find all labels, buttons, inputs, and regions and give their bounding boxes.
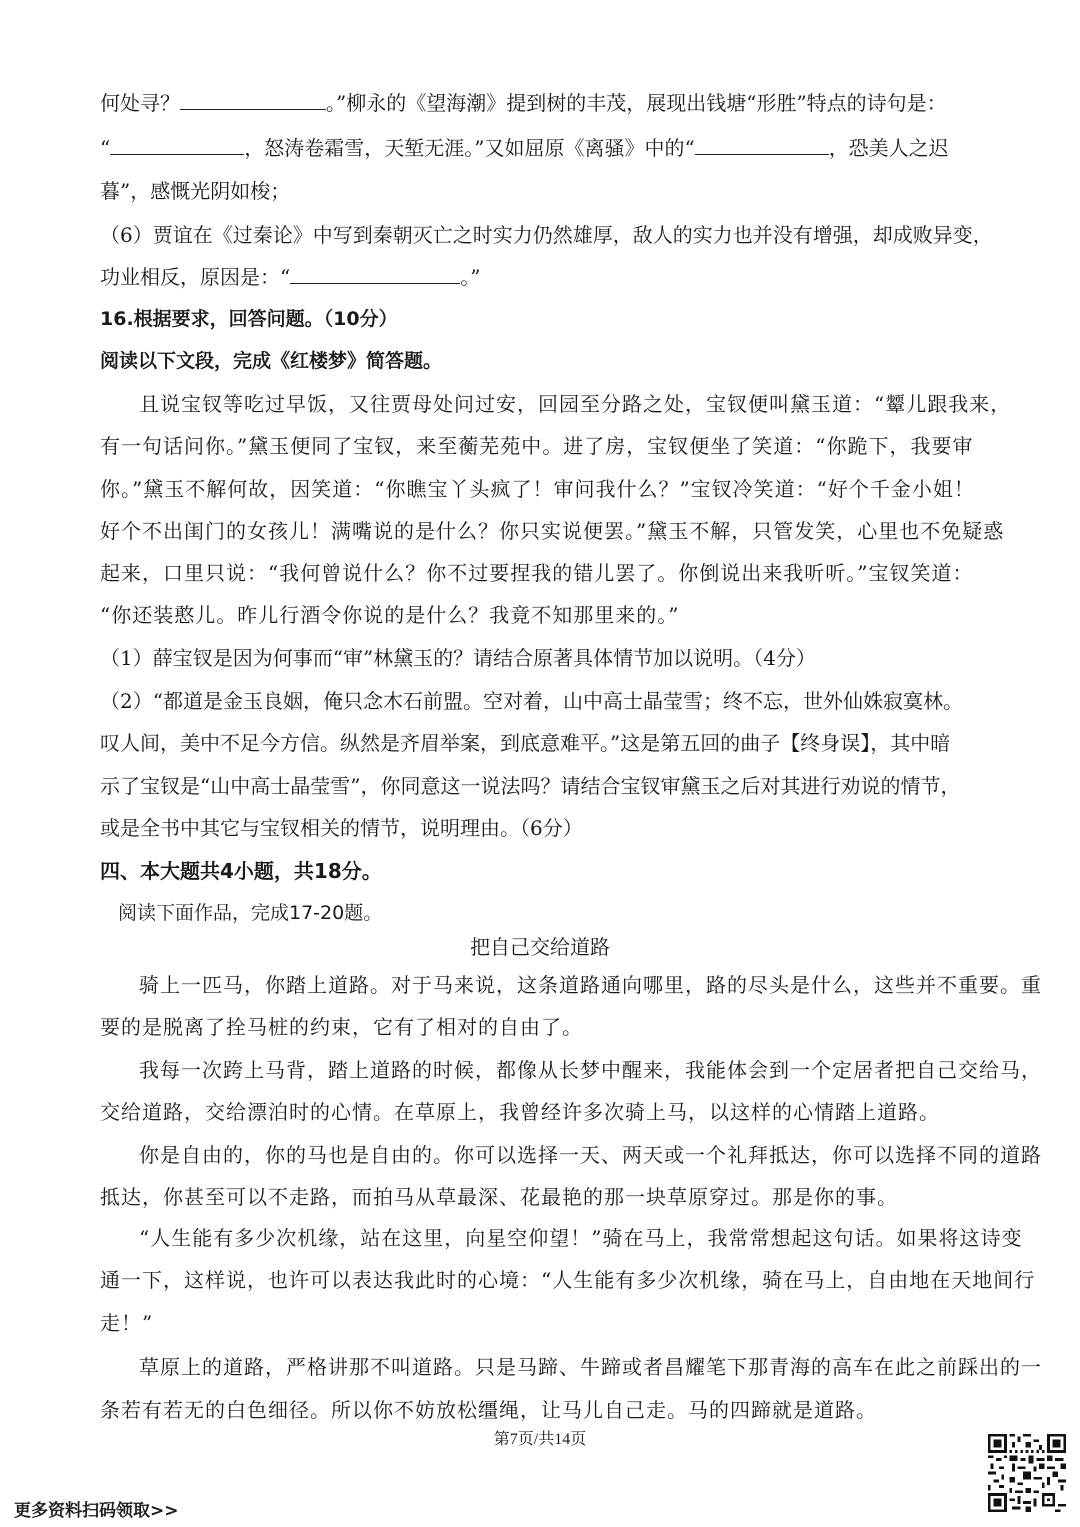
promo-text: 更多资料扫码领取>> <box>14 1501 179 1521</box>
answer-blank <box>110 135 244 155</box>
q15-line-4: （6）贾谊在《过秦论》中写到秦朝灭亡之时实力仍然雄厚，敌人的实力也并没有增强，却成败异变， <box>100 223 993 247</box>
qr-code-icon[interactable] <box>988 1432 1066 1514</box>
q16-sub2-line: 叹人间，美中不足今方信。纵然是齐眉举案，到底意难平。”这是第五回的曲子【终身误】，其中暗 <box>100 731 951 755</box>
essay-line: 我每一次跨上马背，踏上道路的时候，都像从长梦中醒来，我能体会到一个定居者把自己交给马， <box>118 1058 1042 1082</box>
q16-passage-line: 起来，口里只说：“我何曾说什么？你不过要捏我的错儿罢了。你倒说出来我听听。”宝钗笑道： <box>100 561 974 585</box>
essay-line: 条若有若无的白色细径。所以你不妨放松缰绳，让马儿自己走。马的四蹄就是道路。 <box>100 1398 877 1422</box>
answer-blank <box>180 90 326 110</box>
q15-text: ，怒涛卷霜雪，天堑无涯。”又如屈原《离骚》中的“ <box>244 136 695 160</box>
essay-line: 抵达，你甚至可以不走路，而拍马从草最深、花最艳的那一块草原穿过。那是你的事。 <box>100 1185 898 1209</box>
q15-line-2 <box>100 133 949 163</box>
q16-sub2-line: 或是全书中其它与宝钗相关的情节，说明理由。（6分） <box>100 816 583 840</box>
q15-line-3: 暮”，感慨光阴如梭； <box>100 179 291 203</box>
answer-blank <box>695 135 829 155</box>
essay-line: “人生能有多少次机缘，站在这里，向星空仰望！”骑在马上，我常常想起这句话。如果将这诗变 <box>118 1226 1023 1250</box>
q16-passage-line: 好个不出闺门的女孩儿！满嘴说的是什么？你只实说便罢。”黛玉不解，只管发笑，心里也不免疑惑 <box>100 519 1005 543</box>
q16-heading: 16.根据要求，回答问题。（10分） <box>100 308 398 330</box>
q15-text: ，恐美人之迟 <box>828 136 949 160</box>
q16-sub2-line: （2）“都道是金玉良姻，俺只念木石前盟。空对着，山中高士晶莹雪；终不忘，世外仙姝寂寞林。 <box>100 689 963 713</box>
essay-line: 交给道路，交给漂泊时的心情。在草原上，我曾经许多次骑上马，以这样的心情踏上道路。 <box>100 1100 940 1124</box>
q15-text: 何处寻？ <box>100 91 180 115</box>
q15-line-5 <box>100 262 480 292</box>
q16-sub1: （1）薛宝钗是因为何事而“审”林黛玉的？请结合原著具体情节加以说明。（4分） <box>100 646 816 670</box>
essay-line: 骑上一匹马，你踏上道路。对于马来说，这条道路通向哪里，路的尽头是什么，这些并不重要。重 <box>118 973 1042 997</box>
essay-title: 把自己交给道路 <box>470 935 610 959</box>
essay-line: 要的是脱离了拴马桩的约束，它有了相对的自由了。 <box>100 1015 583 1039</box>
answer-blank <box>290 264 460 284</box>
essay-line: 走！” <box>100 1311 154 1335</box>
q15-text: 功业相反，原因是：“ <box>100 265 291 289</box>
essay-line: 草原上的道路，严格讲那不叫道路。只是马蹄、牛蹄或者昌耀笔下那青海的高车在此之前踩出的一 <box>118 1355 1042 1379</box>
q16-passage-line: “你还装憨儿。昨儿行酒令你说的是什么？我竟不知那里来的。” <box>100 603 680 627</box>
essay-line: 通一下，这样说，也许可以表达我此时的心境：“人生能有多少次机缘，骑在马上，自由地在天地间行 <box>100 1268 1036 1292</box>
q16-passage-line: 且说宝钗等吃过早饭，又往贾母处问过安，回园至分路之处，宝钗便叫黛玉道：“颦儿跟我来， <box>118 392 1012 416</box>
q15-text: 。”柳永的《望海潮》提到树的丰茂，展现出钱塘“形胜”特点的诗句是： <box>326 91 947 115</box>
q15-line-1 <box>100 88 947 118</box>
q15-text: “ <box>100 136 111 160</box>
q16-sub2-line: 示了宝钗是“山中高士晶莹雪”，你同意这一说法吗？请结合宝钗审黛玉之后对其进行劝说的情节， <box>100 774 961 798</box>
section4-instruction: 阅读下面作品，完成17-20题。 <box>118 902 383 924</box>
essay-line: 你是自由的，你的马也是自由的。你可以选择一天、两天或一个礼拜抵达，你可以选择不同的道路 <box>118 1143 1042 1167</box>
section4-heading: 四、本大题共4小题，共18分。 <box>100 859 382 883</box>
page-number: 第7页/共14页 <box>493 1431 587 1448</box>
q15-text: 。” <box>460 265 481 289</box>
q16-instruction: 阅读以下文段，完成《红楼梦》简答题。 <box>100 350 443 372</box>
q16-passage-line: 有一句话问你。”黛玉便同了宝钗，来至蘅芜苑中。进了房，宝钗便坐了笑道：“你跪下，我要审 <box>100 434 974 458</box>
q16-passage-line: 你。”黛玉不解何故，因笑道：“你瞧宝丫头疯了！审问我什么？”宝钗冷笑道：“好个千金小姐！ <box>100 477 975 501</box>
